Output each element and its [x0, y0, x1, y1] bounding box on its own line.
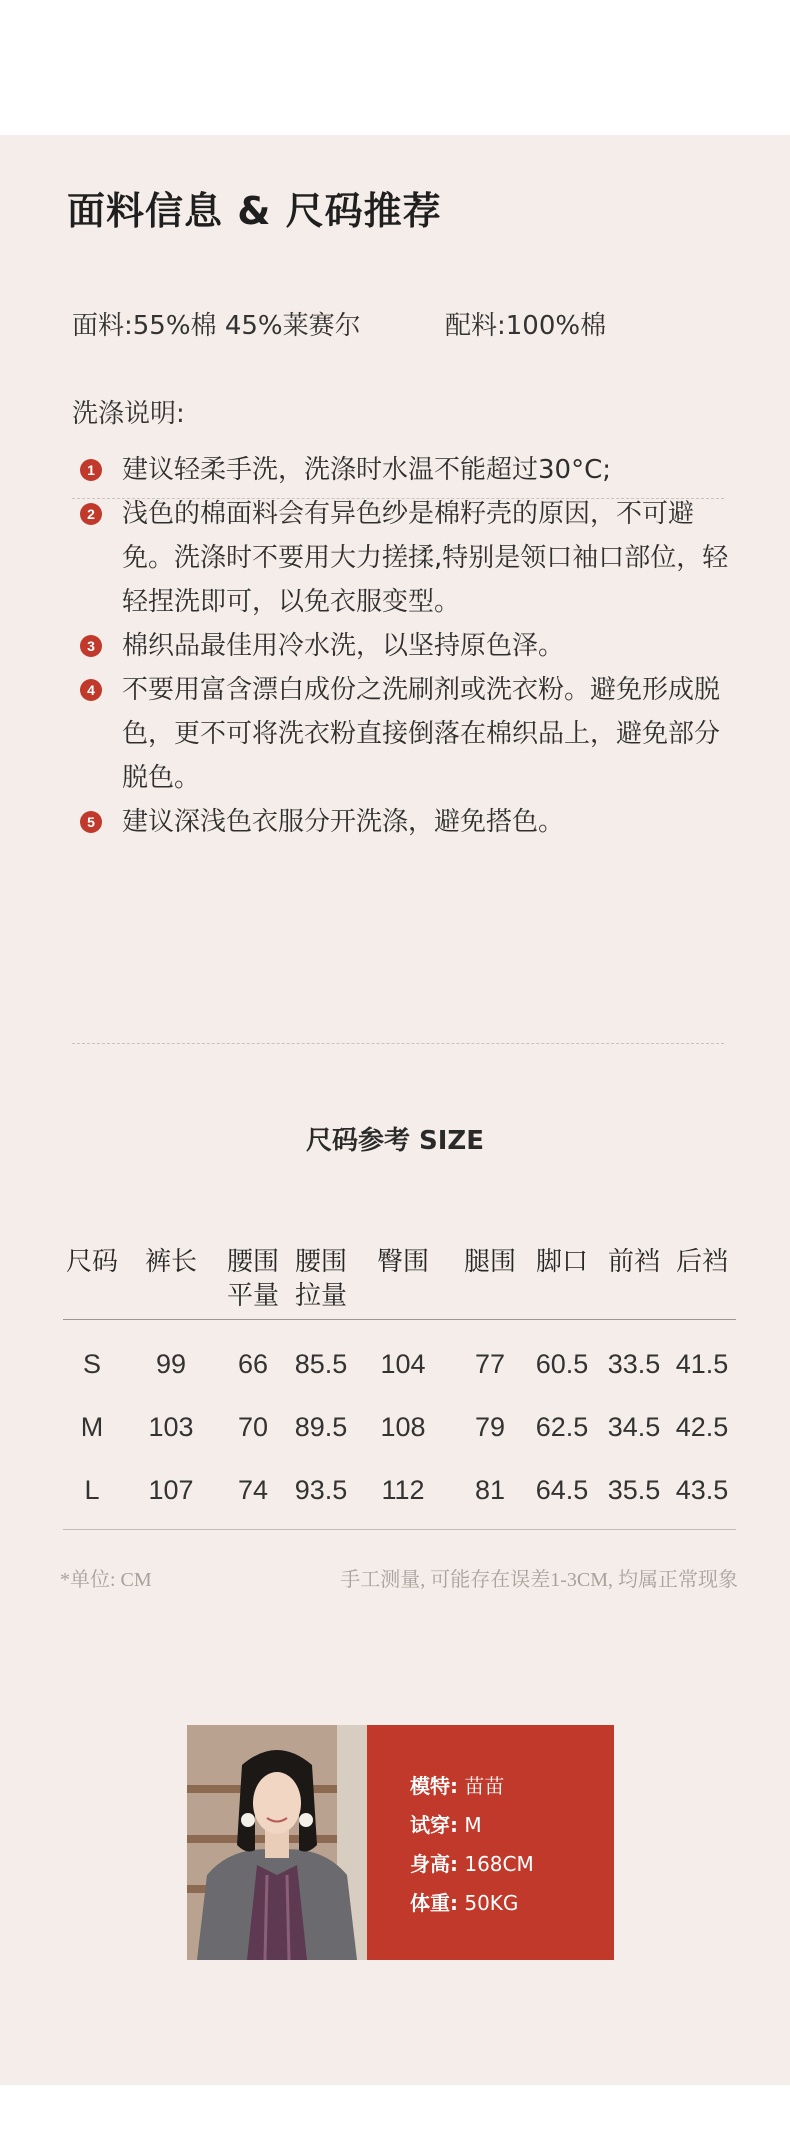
table-cell: 66 [237, 1349, 269, 1379]
table-cell: 77 [474, 1349, 506, 1379]
table-cell: 81 [474, 1475, 506, 1505]
wash-item-text: 棉织品最佳用冷水洗，以坚持原色泽。 [122, 631, 565, 661]
fabric-lining: 配料:100%棉 [445, 311, 607, 341]
number-badge: 1 [80, 459, 102, 481]
table-cell: 89.5 [294, 1412, 348, 1442]
table-cell: 60.5 [535, 1349, 589, 1379]
header-cell: 裤长 [144, 1247, 197, 1277]
table-row [63, 1332, 736, 1395]
model-card [187, 1725, 614, 1960]
wash-item [72, 668, 732, 800]
wash-item [72, 492, 732, 624]
size-table [63, 1245, 736, 1530]
table-row [63, 1458, 736, 1521]
table-cell: 33.5 [607, 1349, 661, 1379]
table-cell: 107 [148, 1475, 194, 1505]
table-cell: 93.5 [294, 1475, 348, 1505]
model-height: 身高: 168CM [410, 1852, 534, 1876]
wash-item [72, 448, 732, 492]
header-cell: 后裆 [675, 1247, 728, 1277]
header-cell: 前裆 [607, 1247, 660, 1277]
header-cell: 腿围 [463, 1247, 516, 1277]
model-name: 模特: 苗苗 [410, 1774, 505, 1798]
number-badge: 3 [80, 635, 102, 657]
section-title: 面料信息 & 尺码推荐 [67, 189, 442, 233]
header-cell: 脚口 [535, 1247, 588, 1277]
model-weight: 体重: 50KG [410, 1891, 519, 1915]
header-cell: 尺码 [65, 1247, 118, 1277]
table-cell: 41.5 [675, 1349, 729, 1379]
wash-item [72, 624, 732, 668]
table-cell: 43.5 [675, 1475, 729, 1505]
table-cell: 85.5 [294, 1349, 348, 1379]
table-cell: 74 [237, 1475, 269, 1505]
wash-instructions-title: 洗涤说明: [72, 399, 185, 429]
table-cell: 103 [148, 1412, 194, 1442]
table-cell: L [84, 1475, 100, 1505]
number-badge: 4 [80, 679, 102, 701]
model-try-size: 试穿: M [410, 1813, 482, 1837]
table-cell: S [82, 1349, 101, 1379]
model-info [367, 1725, 614, 1960]
table-cell: 64.5 [535, 1475, 589, 1505]
header-cell: 腰围 拉量 [294, 1247, 347, 1311]
table-cell: 99 [155, 1349, 187, 1379]
number-badge: 5 [80, 811, 102, 833]
table-cell: 34.5 [607, 1412, 661, 1442]
number-badge: 2 [80, 503, 102, 525]
model-photo [187, 1725, 367, 1960]
wash-item-text: 建议轻柔手洗，洗涤时水温不能超过30°C; [122, 455, 611, 485]
wash-item [72, 800, 732, 844]
table-row [63, 1395, 736, 1458]
divider [72, 1043, 724, 1044]
table-cell: 79 [474, 1412, 506, 1442]
size-table-header [63, 1245, 736, 1320]
table-cell: 35.5 [607, 1475, 661, 1505]
table-cell: M [80, 1412, 104, 1442]
table-cell: 42.5 [675, 1412, 729, 1442]
wash-instructions-list [72, 448, 732, 844]
fabric-main: 面料:55%棉 45%莱赛尔 [72, 311, 361, 341]
size-chart-title: 尺码参考 SIZE [305, 1126, 485, 1156]
table-bottom-rule [63, 1529, 736, 1530]
table-cell: 108 [380, 1412, 426, 1442]
table-cell: 70 [237, 1412, 269, 1442]
table-cell: 104 [380, 1349, 426, 1379]
wash-item-text: 浅色的棉面料会有异色纱是棉籽壳的原因，不可避免。洗涤时不要用大力搓揉,特别是领口袖口部位，轻轻捏洗即可，以免衣服变型。 [122, 499, 729, 617]
wash-item-text: 建议深浅色衣服分开洗涤，避免搭色。 [122, 807, 565, 837]
fabric-info-row [72, 305, 607, 342]
measure-note: 手工测量, 可能存在误差1-3CM, 均属正常现象 [340, 1569, 738, 1591]
header-cell: 腰围 平量 [226, 1247, 279, 1311]
wash-item-text: 不要用富含漂白成份之洗刷剂或洗衣粉。避免形成脱色，更不可将洗衣粉直接倒落在棉织品上，避免部分脱色。 [122, 675, 721, 793]
header-cell: 臀围 [376, 1247, 429, 1277]
unit-note: *单位: CM [60, 1569, 152, 1591]
table-cell: 112 [381, 1475, 425, 1505]
table-cell: 62.5 [535, 1412, 589, 1442]
